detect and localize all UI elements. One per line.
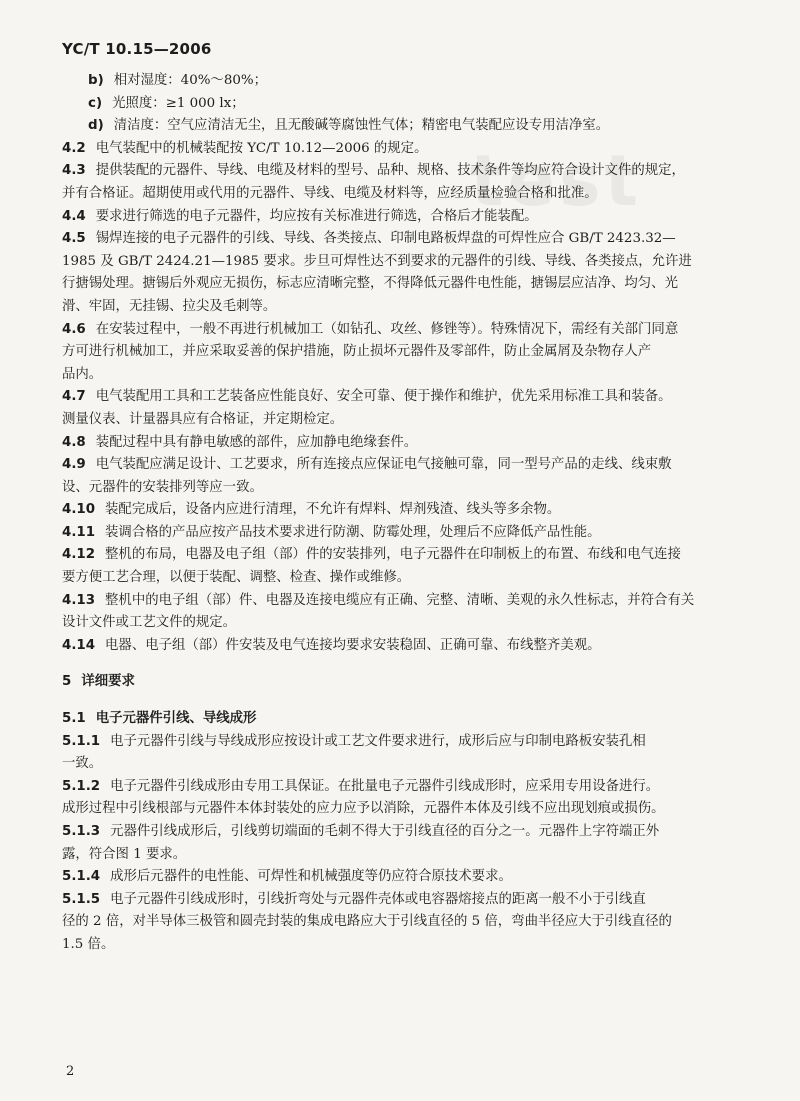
clause-text: 详细要求 — [81, 674, 135, 690]
text-line — [62, 612, 742, 635]
clause-number: 4.8 — [62, 434, 86, 450]
clause-text: 整机的布局，电器及电子组（部）件的安装排列，电子元器件在印制板上的布置、布线和电气连接 — [105, 547, 681, 563]
clause-text: 提供装配的元器件、导线、电缆及材料的型号、品种、规格、技术条件等均应符合设计文件的规定， — [95, 163, 685, 179]
clause-text: 1985 及 GB/T 2424.21—1985 要求。步旦可焊性达不到要求的元器件的引线、导线、各类接点，允许进 — [62, 253, 692, 269]
text-line — [62, 911, 742, 934]
clause-text: 1.5 倍。 — [62, 936, 115, 952]
clause-paragraph — [62, 454, 742, 499]
clause-text: 电子元器件引线成形由专用工具保证。在批量电子元器件引线成形时，应采用专用设备进行。 — [110, 778, 660, 794]
clause-number: 4.5 — [62, 231, 86, 247]
clause-text: 在安装过程中，一般不再进行机械加工（如钻孔、攻丝、修锉等）。特殊情况下，需经有关部门同意 — [95, 321, 679, 337]
clause-number: 4.10 — [62, 502, 96, 518]
clause-number: 4.13 — [62, 592, 96, 608]
clause-paragraph — [62, 206, 742, 229]
page-number: 2 — [66, 1064, 75, 1079]
clause-text: 装配过程中具有静电敏感的部件，应加静电绝缘套件。 — [95, 434, 418, 450]
clause-text: 成形后元器件的电性能、可焊性和机械强度等仍应符合原技术要求。 — [110, 869, 512, 885]
clause-paragraph — [62, 522, 742, 545]
section-gap — [62, 694, 742, 708]
text-line — [62, 409, 742, 432]
text-line — [62, 731, 742, 754]
clause-number: d) — [88, 118, 104, 134]
clause-number: 5.1.3 — [62, 824, 101, 839]
standard-code-header: YC/T 10.15—2006 — [62, 40, 212, 58]
text-line — [62, 296, 742, 319]
clause-number: 4.9 — [62, 457, 86, 473]
clause-text: 行搪锡处理。搪锡后外观应无损伤，标志应清晰完整，不得降低元器件电性能，搪锡层应洁净、均匀、光 — [62, 276, 678, 292]
document-body — [62, 70, 742, 957]
text-line — [62, 341, 742, 364]
clause-number: 5.1.5 — [62, 891, 101, 907]
clause-paragraph — [62, 70, 742, 93]
clause-paragraph — [62, 499, 742, 522]
clause-text: 电器、电子组（部）件安装及电气连接均要求安装稳固、正确可靠、布线整齐美观。 — [105, 637, 601, 653]
clause-paragraph — [62, 319, 742, 387]
clause-paragraph — [62, 544, 742, 589]
clause-text: 要方便工艺合理，以便于装配、调整、检查、操作或维修。 — [62, 570, 411, 586]
clause-paragraph — [62, 115, 742, 138]
text-line — [62, 364, 742, 387]
text-line — [62, 522, 742, 545]
clause-text: 光照度：≥1 000 lx； — [112, 95, 245, 111]
text-line — [62, 499, 742, 522]
clause-text: 要求进行筛选的电子元器件，均应按有关标准进行筛选，合格后才能装配。 — [95, 208, 538, 224]
clause-text: 设计文件或工艺文件的规定。 — [62, 615, 237, 631]
clause-paragraph — [62, 776, 742, 821]
clause-paragraph — [62, 866, 742, 889]
clause-text: 装配完成后，设备内应进行清理，不允许有焊料、焊剂残渣、线头等多余物。 — [105, 502, 561, 518]
text-line — [62, 708, 742, 731]
clause-paragraph — [62, 635, 742, 658]
text-line — [62, 138, 742, 161]
clause-paragraph — [62, 386, 742, 431]
clause-paragraph — [62, 93, 742, 116]
clause-text: 锡焊连接的电子元器件的引线、导线、各类接点、印制电路板焊盘的可焊性应合 GB/T 2423.32— — [95, 231, 676, 247]
clause-paragraph — [62, 889, 742, 957]
text-line — [62, 273, 742, 296]
text-line — [62, 844, 742, 867]
clause-number: 5.1.1 — [62, 733, 101, 749]
text-line — [62, 889, 742, 912]
text-line — [62, 567, 742, 590]
section-heading — [62, 708, 742, 731]
clause-text: 并有合格证。超期使用或代用的元器件、导线、电缆及材料等，应经质量检验合格和批准。 — [62, 185, 598, 201]
clause-text: 一致。 — [62, 756, 103, 772]
text-line — [62, 821, 742, 844]
clause-text: 滑、牢固，无挂锡、拉尖及毛刺等。 — [62, 298, 277, 314]
clause-paragraph — [62, 432, 742, 455]
clause-text: 露，符合图 1 要求。 — [62, 846, 187, 862]
clause-number: 4.14 — [62, 637, 96, 653]
clause-paragraph — [62, 731, 742, 776]
text-line — [62, 386, 742, 409]
text-line — [62, 590, 742, 613]
clause-text: 径的 2 倍，对半导体三极管和圆壳封装的集成电路应大于引线直径的 5 倍，弯曲半径应大于引线直径的 — [62, 914, 672, 930]
text-line — [62, 866, 742, 889]
text-line — [62, 454, 742, 477]
text-line — [62, 798, 742, 821]
text-line — [88, 115, 742, 138]
text-line — [62, 635, 742, 658]
text-line — [62, 228, 742, 251]
section-gap — [62, 657, 742, 671]
clause-number: 5 — [62, 674, 72, 690]
clause-number: 4.6 — [62, 321, 86, 337]
clause-text: 电气装配应满足设计、工艺要求，所有连接点应保证电气接触可靠，同一型号产品的走线、线束敷 — [95, 457, 672, 473]
clause-text: 测量仪表、计量器具应有合格证，并定期检定。 — [62, 411, 344, 427]
clause-paragraph — [62, 228, 742, 318]
clause-text: 成形过程中引线根部与元器件本体封装处的应力应予以消除，元器件本体及引线不应出现划痕或损伤。 — [62, 801, 665, 817]
clause-text: 相对湿度：40%～80%； — [113, 73, 267, 88]
clause-paragraph — [62, 160, 742, 205]
text-line — [62, 251, 742, 274]
text-line — [88, 70, 742, 93]
clause-number: 4.3 — [62, 163, 86, 179]
text-line — [62, 544, 742, 567]
clause-text: 装调合格的产品应按产品技术要求进行防潮、防霉处理，处理后不应降低产品性能。 — [105, 524, 601, 540]
clause-number: 4.4 — [62, 208, 86, 224]
clause-number: 4.7 — [62, 389, 86, 405]
text-line — [62, 183, 742, 206]
clause-text: 电子元器件引线、导线成形 — [95, 711, 257, 727]
clause-text: 电子元器件引线成形时，引线折弯处与元器件壳体或电容器熔接点的距离一般不小于引线直 — [110, 891, 646, 907]
text-line — [62, 160, 742, 183]
clause-text: 整机中的电子组（部）件、电器及连接电缆应有正确、完整、清晰、美观的永久性标志，并符合有关 — [105, 592, 695, 608]
clause-text: 清洁度：空气应清洁无尘，且无酸碱等腐蚀性气体；精密电气装配应设专用洁净室。 — [113, 118, 610, 134]
clause-text: 设、元器件的安装排列等应一致。 — [62, 479, 263, 495]
clause-number: 5.1.2 — [62, 778, 101, 794]
clause-text: 品内。 — [62, 366, 103, 382]
clause-text: 元器件引线成形后，引线剪切端面的毛刺不得大于引线直径的百分之一。元器件上字符端正外 — [110, 824, 660, 839]
text-line — [62, 934, 742, 957]
clause-text: 电气装配中的机械装配按 YC/T 10.12—2006 的规定。 — [95, 140, 428, 156]
text-line — [62, 432, 742, 455]
clause-text: 电气装配用工具和工艺装备应性能良好、安全可靠、便于操作和维护，优先采用标准工具和装备。 — [95, 389, 672, 405]
clause-number: 4.2 — [62, 140, 86, 156]
watermark: test — [470, 140, 643, 222]
clause-paragraph — [62, 590, 742, 635]
clause-number: 5.1.4 — [62, 869, 101, 885]
text-line — [88, 93, 742, 116]
text-line — [62, 477, 742, 500]
clause-number: 5.1 — [62, 711, 86, 727]
clause-paragraph — [62, 138, 742, 161]
clause-number: 4.11 — [62, 524, 96, 540]
text-line — [62, 671, 742, 694]
clause-paragraph — [62, 821, 742, 866]
text-line — [62, 206, 742, 229]
clause-text: 方可进行机械加工，并应采取妥善的保护措施，防止损坏元器件及零部件，防止金属屑及杂物存人产 — [62, 344, 652, 360]
text-line — [62, 776, 742, 799]
text-line — [62, 753, 742, 776]
section-heading — [62, 671, 742, 694]
clause-text: 电子元器件引线与导线成形应按设计或工艺文件要求进行，成形后应与印制电路板安装孔相 — [110, 733, 646, 749]
clause-number: 4.12 — [62, 547, 96, 563]
clause-number: b) — [88, 73, 104, 88]
clause-number: c) — [88, 95, 103, 111]
text-line — [62, 319, 742, 342]
